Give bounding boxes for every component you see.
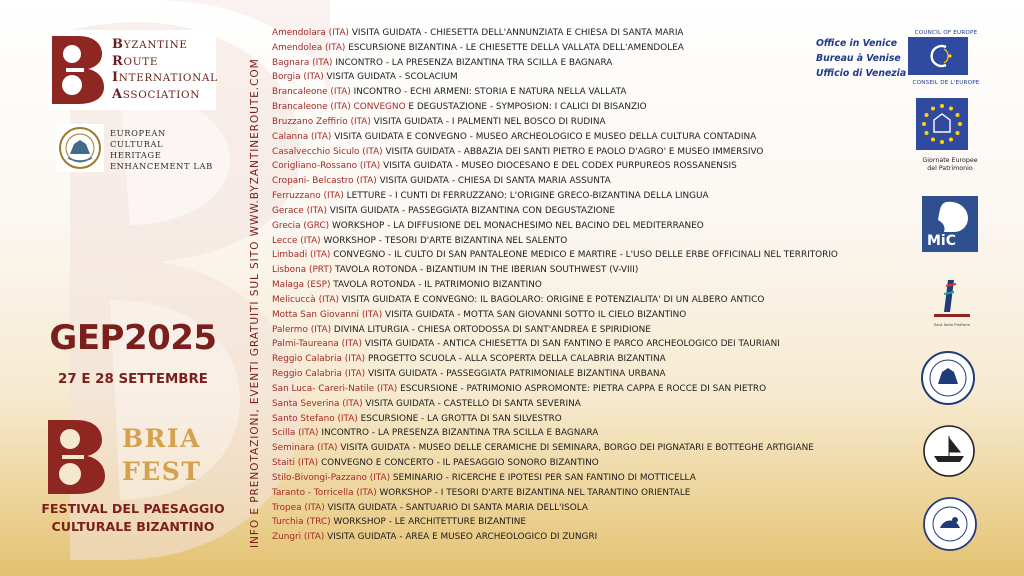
eche-seal-icon	[56, 124, 104, 172]
event-item: Malaga (ESP) TAVOLA ROTONDA - IL PATRIMONIO BIZANTINO	[272, 280, 542, 291]
event-item: Bagnara (ITA) INCONTRO - LA PRESENZA BIZANTINA TRA SCILLA E BAGNARA	[272, 57, 613, 68]
office-line: Bureau à Venise	[816, 53, 901, 64]
info-vertical-text: INFO E PRENOTAZIONI, EVENTI GRATUITI SUL SITO WWW.BYZANTINEROUTE.COM	[249, 58, 261, 548]
mic-head-icon	[922, 196, 978, 236]
eche-line: HERITAGE	[110, 150, 162, 160]
event-item: Taranto - Torricella (ITA) WORKSHOP - I TESORI D'ARTE BIZANTINA NEL TARANTINO ORIENTALE	[272, 487, 691, 498]
office-line: Ufficio di Venezia	[816, 68, 907, 79]
giornate-europee-text	[916, 157, 984, 173]
event-item: Corigliano-Rossano (ITA) VISITA GUIDATA - MUSEO DIOCESANO E DEL CODEX PURPUREOS ROSSANENSIS	[272, 161, 737, 172]
bria-name	[112, 37, 218, 103]
event-item: Limbadi (ITA) CONVEGNO - IL CULTO DI SAN PANTALEONE MEDICO E MARTIRE - L'USO DELLE ERBE OFFICINALI NEL TERRITORIO	[272, 250, 838, 261]
event-item: Zungri (ITA) VISITA GUIDATA - AREA E MUSEO ARCHEOLOGICO DI ZUNGRI	[272, 532, 598, 543]
event-item: Casalvecchio Siculo (ITA) VISITA GUIDATA - ABBAZIA DEI SANTI PIETRO E PAOLO D'AGRO' E MUSEO IMMERSIVO	[272, 146, 764, 157]
coe-top-text: COUNCIL OF EUROPE	[914, 30, 978, 36]
event-item: Reggio Calabria (ITA) PROGETTO SCUOLA - ALLA SCOPERTA DELLA CALABRIA BIZANTINA	[272, 354, 666, 365]
event-item: Cropani- Belcastro (ITA) VISITA GUIDATA - CHIESA DI SANTA MARIA ASSUNTA	[272, 176, 611, 187]
gep-logo-line: del Patrimonio	[927, 165, 973, 172]
event-item: Amendolea (ITA) ESCURSIONE BIZANTINA - LE CHIESETTE DELLA VALLATA DELL'AMENDOLEA	[272, 42, 684, 53]
bria-line: ASSOCIATION	[112, 86, 201, 102]
event-item: Palmi-Taureana (ITA) VISITA GUIDATA - ANTICA CHIESETTA DI SAN FANTINO E PARCO ARCHEOLOGICO DEI TAURIANI	[272, 339, 780, 350]
gep-date: 27 E 28 SETTEMBRE	[58, 372, 208, 387]
eche-lab-logo	[56, 124, 226, 184]
giornate-europee-logo	[916, 98, 984, 178]
event-item: Seminara (ITA) VISITA GUIDATA - MUSEO DELLE CERAMICHE DI SEMINARA, BORGO DEI PIGNATARI E BOTTEGHE ARTIGIANE	[272, 443, 814, 454]
event-item: Scilla (ITA) INCONTRO - LA PRESENZA BIZANTINA TRA SCILLA E BAGNARA	[272, 428, 599, 439]
event-item: Staiti (ITA) CONVEGNO E CONCERTO - IL PAESAGGIO SONORO BIZANTINO	[272, 458, 599, 469]
event-item: Ferruzzano (ITA) LETTURE - I CUNTI DI FERRUZZANO: L'ORIGINE GRECO-BIZANTINA DELLA LINGUA	[272, 191, 709, 202]
eu-stars-icon	[916, 98, 968, 150]
fest-line: FEST	[122, 457, 202, 486]
event-item: Borgia (ITA) VISITA GUIDATA - SCOLACIUM	[272, 72, 458, 83]
event-item: Santo Stefano (ITA) ESCURSIONE - LA GROTTA DI SAN SILVESTRO	[272, 413, 562, 424]
event-item: Brancaleone (ITA) CONVEGNO E DEGUSTAZIONE - SYMPOSION: I CALICI DI BISANZIO	[272, 102, 647, 113]
bria-fest-logo	[42, 418, 222, 498]
event-item: Lisbona (PRT) TAVOLA ROTONDA - BIZANTIUM IN THE IBERIAN SOUTHWEST (V-VIII)	[272, 265, 639, 276]
event-item: Melicuccà (ITA) VISITA GUIDATA E CONVEGNO: IL BAGOLARO: ORIGINE E POTENZIALITA' DI UN ALBERO ANTICO	[272, 294, 765, 305]
university-messina-seal-icon	[920, 350, 976, 406]
subtitle-line: CULTURALE BIZANTINO	[51, 519, 215, 534]
sanitalia-mark-icon	[926, 276, 978, 318]
council-of-europe-flag-icon	[908, 37, 968, 75]
event-item: Gerace (ITA) VISITA GUIDATA - PASSEGGIATA BIZANTINA CON DEGUSTAZIONE	[272, 205, 616, 216]
bria-line: INTERNATIONAL	[112, 70, 218, 85]
bria-line: BYZANTINE	[112, 37, 188, 52]
event-item: Calanna (ITA) VISITA GUIDATA E CONVEGNO - MUSEO ARCHEOLOGICO E MUSEO DELLA CULTURA CONTADINA	[272, 131, 757, 142]
sanitalia-caption: Sant Italia Platform	[933, 322, 971, 327]
event-item: Tropea (ITA) VISITA GUIDATA - SANTUARIO DI SANTA MARIA DELL'ISOLA	[272, 502, 588, 513]
event-item: Amendolara (ITA) VISITA GUIDATA - CHIESETTA DELL'ANNUNZIATA E CHIESA DI SANTA MARIA	[272, 28, 684, 38]
event-item: Grecia (GRC) WORKSHOP - LA DIFFUSIONE DEL MONACHESIMO NEL BACINO DEL MEDITERRANEO	[272, 220, 704, 231]
sanitalia-logo	[926, 276, 978, 328]
event-item: Reggio Calabria (ITA) VISITA GUIDATA - PASSEGGIATA PATRIMONIALE BIZANTINA URBANA	[272, 369, 666, 380]
fest-name	[122, 422, 201, 488]
event-item: Motta San Giovanni (ITA) VISITA GUIDATA - MOTTA SAN GIOVANNI SOTTO IL CIELO BIZANTINO	[272, 309, 687, 320]
subtitle-line: FESTIVAL DEL PAESAGGIO	[41, 501, 225, 516]
eche-name	[110, 128, 213, 172]
eche-line: EUROPEAN	[110, 128, 166, 138]
event-item: Palermo (ITA) DIVINA LITURGIA - CHIESA ORTODOSSA DI SANT'ANDREA E SPIRIDIONE	[272, 324, 651, 335]
festival-subtitle	[40, 500, 226, 536]
university-malaga-seal-icon	[922, 496, 978, 552]
venice-office-label	[816, 36, 906, 81]
council-of-europe-logo	[908, 30, 984, 88]
bria-mark-icon	[48, 34, 106, 106]
event-item: Stilo-Bivongi-Pazzano (ITA) SEMINARIO - RICERCHE E IPOTESI PER SAN FANTINO DI MOTTICELLA	[272, 472, 696, 483]
event-item: Turchia (TRC) WORKSHOP - LE ARCHITETTURE BIZANTINE	[272, 517, 526, 528]
coe-bottom-text: CONSEIL DE L'EUROPE	[912, 80, 980, 86]
university-lisbon-seal-icon	[922, 424, 976, 478]
event-item: Bruzzano Zeffirio (ITA) VISITA GUIDATA - I PALMENTI NEL BOSCO DI RUDINA	[272, 116, 606, 127]
gep-title: GEP2025	[49, 318, 217, 358]
eche-line: ENHANCEMENT LAB	[110, 161, 213, 171]
bria-logo	[48, 30, 216, 110]
event-item: San Luca- Careri-Natile (ITA) ESCURSIONE - PATRIMONIO ASPROMONTE: PIETRA CAPPA E ROCCE DI SAN PIETRO	[272, 383, 767, 394]
mic-logo	[922, 196, 978, 252]
events-list	[272, 26, 902, 545]
gep-logo-line: Giornate Europee	[922, 157, 978, 164]
fest-line: BRIA	[122, 424, 201, 453]
event-item: Brancaleone (ITA) INCONTRO - ECHI ARMENI: STORIA E NATURA NELLA VALLATA	[272, 87, 627, 98]
event-item: Lecce (ITA) WORKSHOP - TESORI D'ARTE BIZANTINA NEL SALENTO	[272, 235, 568, 246]
event-item: Santa Severina (ITA) VISITA GUIDATA - CASTELLO DI SANTA SEVERINA	[272, 398, 581, 409]
bria-fest-mark-icon	[42, 418, 108, 496]
mic-label: MiC	[927, 233, 957, 249]
eche-line: CULTURAL	[110, 139, 164, 149]
office-line: Office in Venice	[816, 38, 898, 49]
bria-line: ROUTE	[112, 53, 159, 69]
